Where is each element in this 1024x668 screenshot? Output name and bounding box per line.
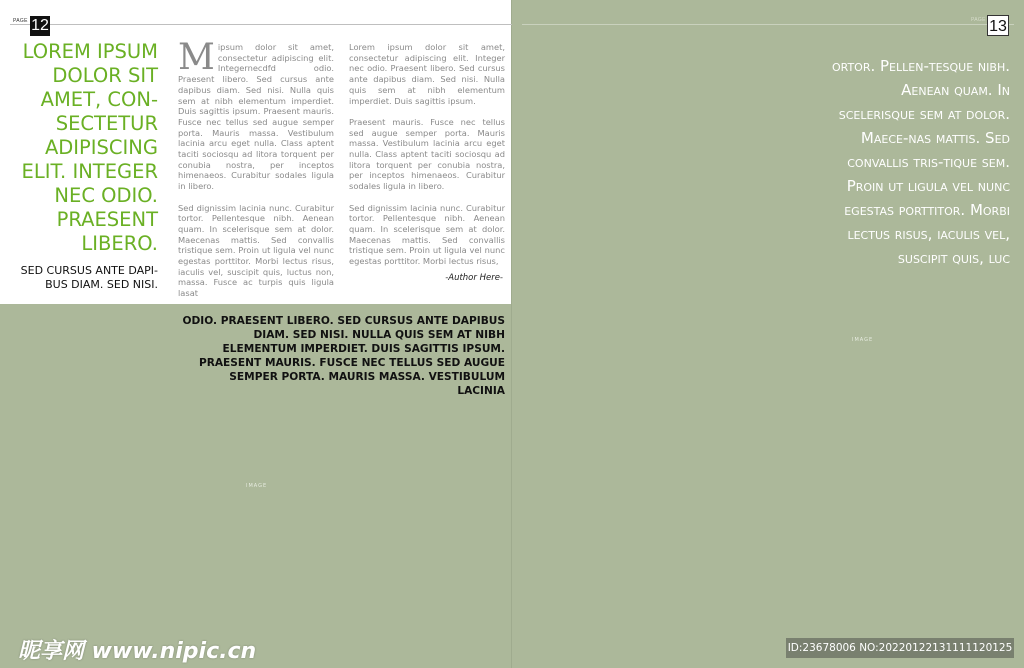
col2-paragraph-2: Praesent mauris. Fusce nec tellus sed augue semper porta. Mauris massa. Vestibulum lacinia arcu eget nulla. Class aptent taciti sociosqu ad litora torquent per conubia nostra, per inceptos himenaeos. Curabitur sodales ligula in libero. (349, 116, 505, 192)
watermark-id: ID:23678006 NO:20220122131111120125 (786, 638, 1014, 658)
pull-quote: ODIO. PRAESENT LIBERO. SED CURSUS ANTE DAPIBUS DIAM. SED NISI. NULLA QUIS SEM AT NIBH ELEMENTUM IMPERDIET. DUIS SAGITTIS IPSUM. PRAESENT MAURIS. FUSCE NEC TELLUS SED AUGUE SEMPER PORTA. MAURIS MASSA. VESTIBULUM LACINIA (182, 315, 505, 397)
drop-cap: M (178, 37, 215, 78)
watermark-site: 昵享网 www.nipic.cn (18, 639, 257, 664)
image-placeholder-label-left: IMAGE (246, 483, 268, 489)
col2-paragraph-1: Lorem ipsum dolor sit amet, consectetur adipiscing elit. Integer nec odio. Praesent libero. Sed cursus ante dapibus diam. Sed nisi. Nulla quis sem at nibh elementum imperdiet. Duis sagittis ipsum. (349, 42, 505, 106)
spread-gutter (511, 0, 512, 668)
col2-paragraph-3: Sed dignissim lacinia nunc. Curabitur tortor. Pellentesque nibh. Aenean quam. In scelerisque sem at dolor. Maecenas mattis. Sed convallis tristique sem. Proin ut ligula vel nunc egestas porttitor. Morbi lectus risus, (349, 202, 505, 267)
col1-paragraph-2: Sed dignissim lacinia nunc. Curabitur tortor. Pellentesque nibh. Aenean quam. In scelerisque sem at dolor. Maecenas mattis. Sed convallis tristique sem. Proin ut ligula vel nunc egestas porttitor. Morbi lectus risus, iaculis vel, suscipit quis, luctus non, massa. Fusce ac turpis quis ligula lasat (178, 202, 334, 299)
header-rule-left (10, 24, 512, 25)
header-rule-right (522, 24, 1014, 25)
author-credit: -Author Here- (445, 273, 503, 283)
col1-paragraph-1: ipsum dolor sit amet, consectetur adipiscing elit. Integernecdfd odio. Praesent libero. Sed cursus ante dapibus diam. Sed nisi. Nulla quis sem at nibh elementum imperdiet. Duis sagittis ipsum. Praesent mauris. Fusce nec tellus sed augue semper porta. Mauris massa. Vestibulum lacinia arcu eget nulla. Class aptent taciti sociosqu ad litora torquent per conubia nostra, per inceptos himenaeos. Curabitur sodales ligula in libero. (178, 42, 334, 192)
page-number-left: 12 (31, 17, 49, 34)
subhead: SED CURSUS ANTE DAPI-BUS DIAM. SED NISI. (20, 264, 158, 291)
page-number-right: 13 (987, 15, 1009, 36)
page-label-left: PAGE (13, 18, 28, 24)
image-placeholder-label-right: IMAGE (852, 337, 874, 343)
body-column-1 (178, 37, 334, 310)
page-label-right: PAGE (971, 17, 986, 23)
body-column-2 (349, 42, 505, 277)
right-page-quote: ortor. Pellen-tesque nibh. Aenean quam. In scelerisque sem at dolor. Maece-nas mattis. Sed convallis tris-tique sem. Proin ut ligula vel nunc egestas porttitor. Morbi lectus risus, iaculis vel, suscipit quis, luc (831, 57, 1010, 267)
headline: LOREM IPSUM DOLOR SIT AMET, CON-SECTETUR ADIPISCING ELIT. INTEGER NEC ODIO. PRAESENT LIBERO. (21, 40, 158, 255)
